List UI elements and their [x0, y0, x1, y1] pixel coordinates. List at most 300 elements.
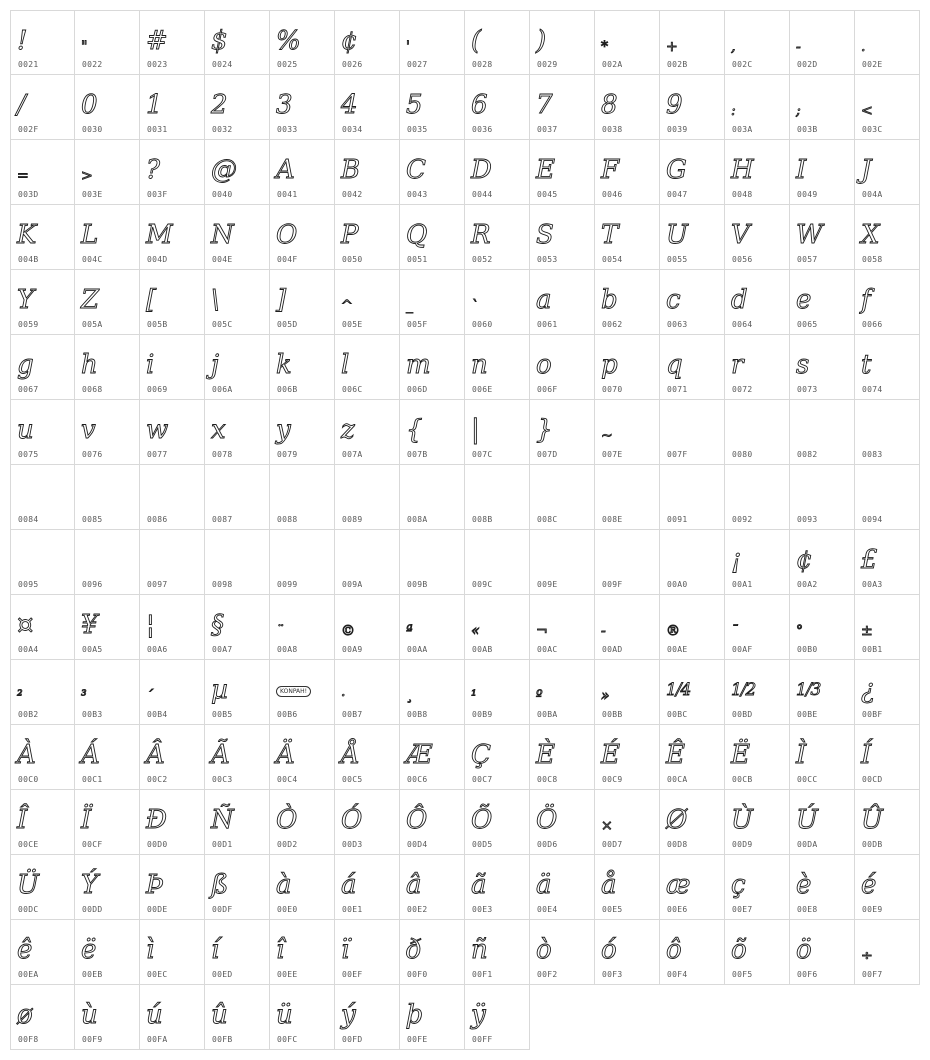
unicode-code-label: 00C6 [407, 775, 428, 784]
unicode-code-label: 008A [407, 515, 428, 524]
glyph-sample: 7 [536, 90, 553, 120]
glyph-sample: Q [406, 220, 428, 250]
glyph-cell [205, 205, 270, 270]
glyph-cell [855, 855, 920, 920]
glyph-sample: S [536, 220, 554, 250]
glyph-cell [660, 205, 725, 270]
glyph-cell [465, 335, 530, 400]
glyph-sample: Ú [796, 805, 818, 835]
glyph-cell [595, 920, 660, 985]
glyph-sample: ú [146, 1000, 163, 1030]
glyph-sample: o [536, 350, 552, 380]
glyph-sample: Ù [731, 805, 753, 835]
glyph-cell [465, 855, 530, 920]
glyph-sample: Ê [666, 740, 685, 770]
glyph-sample: â [406, 870, 422, 900]
glyph-sample: ² [17, 688, 23, 704]
unicode-code-label: 009C [472, 580, 493, 589]
glyph-cell [140, 10, 205, 75]
glyph-sample: B [341, 155, 361, 185]
glyph-cell [10, 140, 75, 205]
unicode-code-label: 00F8 [18, 1035, 39, 1044]
glyph-sample: ( [471, 26, 482, 56]
glyph-sample: d [731, 285, 748, 315]
glyph-sample: ± [861, 623, 873, 639]
glyph-sample: W [796, 220, 823, 250]
glyph-sample: § [211, 610, 224, 640]
glyph-sample: ã [471, 870, 487, 900]
glyph-cell [270, 530, 335, 595]
glyph-sample [471, 475, 523, 515]
glyph-cell [790, 660, 855, 725]
unicode-code-label: 00B0 [797, 645, 818, 654]
glyph-cell [335, 75, 400, 140]
glyph-sample [17, 540, 69, 580]
glyph-sample [861, 410, 913, 450]
unicode-code-label: 00FC [277, 1035, 298, 1044]
unicode-code-label: 0068 [82, 385, 103, 394]
glyph-cell [465, 660, 530, 725]
unicode-code-label: 00E4 [537, 905, 558, 914]
glyph-cell [855, 75, 920, 140]
unicode-code-label: 0034 [342, 125, 363, 134]
unicode-code-label: 00B4 [147, 710, 168, 719]
unicode-code-label: 0043 [407, 190, 428, 199]
glyph-cell [530, 920, 595, 985]
glyph-sample [341, 475, 393, 515]
glyph-sample [146, 475, 198, 515]
glyph-cell [595, 595, 660, 660]
glyph-sample: ^ [341, 298, 353, 314]
glyph-sample: 3 [276, 90, 293, 120]
glyph-cell [140, 270, 205, 335]
unicode-code-label: 006A [212, 385, 233, 394]
glyph-sample [211, 540, 263, 580]
unicode-code-label: 00CD [862, 775, 883, 784]
unicode-code-label: 00E1 [342, 905, 363, 914]
glyph-cell [75, 530, 140, 595]
unicode-code-label: 0092 [732, 515, 753, 524]
unicode-code-label: 00B2 [18, 710, 39, 719]
glyph-cell [465, 75, 530, 140]
glyph-cell [75, 400, 140, 465]
glyph-cell [205, 465, 270, 530]
glyph-sample: Ñ [211, 805, 234, 835]
glyph-sample [796, 475, 848, 515]
glyph-cell [725, 530, 790, 595]
glyph-cell [140, 205, 205, 270]
unicode-code-label: 0093 [797, 515, 818, 524]
glyph-sample: * [601, 39, 608, 55]
glyph-cell [270, 335, 335, 400]
glyph-sample [341, 540, 393, 580]
glyph-cell [725, 140, 790, 205]
unicode-code-label: 0027 [407, 60, 428, 69]
unicode-code-label: 0089 [342, 515, 363, 524]
unicode-code-label: 00CE [18, 840, 39, 849]
glyph-cell [660, 790, 725, 855]
unicode-code-label: 00AE [667, 645, 688, 654]
glyph-cell [660, 855, 725, 920]
glyph-cell [530, 205, 595, 270]
unicode-code-label: 0074 [862, 385, 883, 394]
glyph-sample: ª [406, 623, 413, 639]
unicode-code-label: 00E7 [732, 905, 753, 914]
unicode-code-label: 00D6 [537, 840, 558, 849]
glyph-cell [140, 660, 205, 725]
glyph-cell [205, 985, 270, 1050]
glyph-sample: R [471, 220, 491, 250]
glyph-cell [10, 205, 75, 270]
unicode-code-label: 0077 [147, 450, 168, 459]
unicode-code-label: 00F1 [472, 970, 493, 979]
glyph-sample: 8 [601, 90, 618, 120]
glyph-sample: ´ [146, 688, 153, 704]
glyph-cell [270, 725, 335, 790]
unicode-code-label: 0098 [212, 580, 233, 589]
glyph-cell [400, 335, 465, 400]
glyph-sample: V [731, 220, 750, 250]
glyph-cell [205, 75, 270, 140]
unicode-code-label: 0075 [18, 450, 39, 459]
glyph-sample [536, 475, 588, 515]
unicode-code-label: 007A [342, 450, 363, 459]
glyph-cell [530, 465, 595, 530]
glyph-sample: · [341, 688, 346, 704]
glyph-cell [465, 595, 530, 660]
glyph-cell [400, 725, 465, 790]
glyph-cell [465, 400, 530, 465]
glyph-cell [660, 920, 725, 985]
unicode-code-label: 00DA [797, 840, 818, 849]
glyph-cell [465, 985, 530, 1050]
glyph-sample: x [211, 415, 226, 445]
unicode-code-label: 00AF [732, 645, 753, 654]
unicode-code-label: 00C8 [537, 775, 558, 784]
unicode-code-label: 00C9 [602, 775, 623, 784]
glyph-sample: > [81, 168, 93, 184]
unicode-code-label: 0026 [342, 60, 363, 69]
unicode-code-label: 00E6 [667, 905, 688, 914]
glyph-sample: ù [81, 1000, 98, 1030]
glyph-sample: ó [601, 935, 617, 965]
unicode-code-label: 0095 [18, 580, 39, 589]
glyph-cell [725, 205, 790, 270]
glyph-cell [270, 270, 335, 335]
glyph-cell [725, 660, 790, 725]
unicode-code-label: 00D7 [602, 840, 623, 849]
glyph-sample: À [17, 740, 36, 770]
unicode-code-label: 007E [602, 450, 623, 459]
glyph-sample: È [536, 740, 555, 770]
glyph-cell [205, 400, 270, 465]
glyph-sample: Õ [471, 805, 493, 835]
glyph-cell [595, 465, 660, 530]
unicode-code-label: 0058 [862, 255, 883, 264]
unicode-code-label: 007F [667, 450, 688, 459]
glyph-sample: L [81, 220, 99, 250]
glyph-cell [725, 595, 790, 660]
glyph-cell [855, 465, 920, 530]
unicode-code-label: 0088 [277, 515, 298, 524]
glyph-cell [75, 335, 140, 400]
glyph-sample: b [601, 285, 618, 315]
unicode-code-label: 00AD [602, 645, 623, 654]
glyph-sample: Þ [146, 870, 164, 900]
glyph-cell [660, 595, 725, 660]
glyph-sample: ÿ [471, 1000, 486, 1030]
glyph-cell [660, 530, 725, 595]
glyph-sample: { [406, 415, 423, 445]
glyph-cell [270, 855, 335, 920]
glyph-sample: Ø [666, 805, 688, 835]
glyph-cell [10, 725, 75, 790]
unicode-code-label: 006C [342, 385, 363, 394]
glyph-cell [400, 465, 465, 530]
unicode-code-label: 007C [472, 450, 493, 459]
glyph-sample: f [861, 285, 871, 315]
unicode-code-label: 00D9 [732, 840, 753, 849]
glyph-sample: Á [81, 740, 100, 770]
glyph-sample [601, 475, 653, 515]
glyph-cell [400, 75, 465, 140]
unicode-code-label: 002E [862, 60, 883, 69]
unicode-code-label: 00BD [732, 710, 753, 719]
unicode-code-label: 00C3 [212, 775, 233, 784]
glyph-cell [660, 725, 725, 790]
glyph-sample: å [601, 870, 617, 900]
glyph-cell [855, 270, 920, 335]
unicode-code-label: 008C [537, 515, 558, 524]
glyph-sample: ü [276, 1000, 293, 1030]
unicode-code-label: 0076 [82, 450, 103, 459]
unicode-code-label: 00B8 [407, 710, 428, 719]
glyph-sample [211, 475, 263, 515]
unicode-code-label: 00E9 [862, 905, 883, 914]
unicode-code-label: 00F9 [82, 1035, 103, 1044]
glyph-cell [270, 75, 335, 140]
glyph-sample: £ [861, 545, 878, 575]
glyph-cell [790, 465, 855, 530]
glyph-cell [400, 270, 465, 335]
glyph-sample: 1/4 [666, 680, 691, 700]
glyph-cell [140, 920, 205, 985]
glyph-cell [205, 530, 270, 595]
glyph-sample: ß [211, 870, 229, 900]
glyph-sample: Ç [471, 740, 491, 770]
glyph-cell [465, 530, 530, 595]
unicode-code-label: 00EB [82, 970, 103, 979]
unicode-code-label: 00FA [147, 1035, 168, 1044]
glyph-sample: Ò [276, 805, 298, 835]
glyph-cell [660, 10, 725, 75]
unicode-code-label: 0083 [862, 450, 883, 459]
glyph-sample: µ [211, 675, 228, 705]
glyph-cell [660, 465, 725, 530]
glyph-cell [530, 595, 595, 660]
unicode-code-label: 00F2 [537, 970, 558, 979]
glyph-cell [725, 270, 790, 335]
glyph-cell [855, 335, 920, 400]
glyph-sample: Ì [796, 740, 807, 770]
glyph-sample: ¹ [471, 688, 477, 704]
glyph-sample: ¢ [341, 26, 358, 56]
unicode-code-label: 004A [862, 190, 883, 199]
glyph-cell [75, 725, 140, 790]
unicode-code-label: 00E2 [407, 905, 428, 914]
glyph-cell [855, 725, 920, 790]
unicode-code-label: 0066 [862, 320, 883, 329]
glyph-cell [790, 140, 855, 205]
glyph-sample: ? [146, 155, 160, 185]
unicode-code-label: 00B1 [862, 645, 883, 654]
glyph-cell [270, 790, 335, 855]
glyph-cell [140, 75, 205, 140]
unicode-code-label: 005E [342, 320, 363, 329]
glyph-sample: z [341, 415, 355, 445]
glyph-sample: ® [666, 623, 680, 639]
unicode-code-label: 003E [82, 190, 103, 199]
unicode-code-label: 003C [862, 125, 883, 134]
unicode-code-label: 0084 [18, 515, 39, 524]
unicode-code-label: 007B [407, 450, 428, 459]
glyph-cell [400, 205, 465, 270]
glyph-cell [465, 725, 530, 790]
unicode-code-label: 00EF [342, 970, 363, 979]
unicode-code-label: 009F [602, 580, 623, 589]
unicode-code-label: 00B9 [472, 710, 493, 719]
unicode-code-label: 00E3 [472, 905, 493, 914]
glyph-cell [270, 920, 335, 985]
glyph-cell [205, 790, 270, 855]
glyph-cell [855, 595, 920, 660]
glyph-sample [81, 540, 133, 580]
unicode-code-label: 002A [602, 60, 623, 69]
glyph-sample: # [146, 26, 168, 56]
unicode-code-label: 0041 [277, 190, 298, 199]
unicode-code-label: 00D5 [472, 840, 493, 849]
glyph-sample [666, 475, 718, 515]
glyph-sample: Ó [341, 805, 363, 835]
unicode-code-label: 00D8 [667, 840, 688, 849]
glyph-sample: æ [666, 870, 691, 900]
unicode-code-label: 00F5 [732, 970, 753, 979]
unicode-code-label: 0091 [667, 515, 688, 524]
glyph-sample: ë [81, 935, 97, 965]
unicode-code-label: 005C [212, 320, 233, 329]
unicode-code-label: 006D [407, 385, 428, 394]
unicode-code-label: 0030 [82, 125, 103, 134]
unicode-code-label: 0033 [277, 125, 298, 134]
glyph-cell [10, 75, 75, 140]
glyph-cell [855, 530, 920, 595]
glyph-cell [855, 10, 920, 75]
glyph-sample: ¯ [731, 623, 738, 639]
glyph-sample: _ [406, 298, 413, 314]
glyph-sample: t [861, 350, 872, 380]
unicode-code-label: 00AB [472, 645, 493, 654]
glyph-sample: Z [81, 285, 100, 315]
glyph-cell [595, 660, 660, 725]
glyph-sample: ] [276, 285, 287, 315]
glyph-cell [725, 855, 790, 920]
glyph-sample: w [146, 415, 169, 445]
unicode-code-label: 0061 [537, 320, 558, 329]
glyph-sample [666, 410, 718, 450]
glyph-cell [75, 140, 140, 205]
glyph-cell [400, 140, 465, 205]
glyph-cell [465, 140, 530, 205]
unicode-code-label: 00BA [537, 710, 558, 719]
unicode-code-label: 0062 [602, 320, 623, 329]
glyph-sample [731, 475, 783, 515]
pilcrow-badge-sample: KONPAH! [276, 686, 311, 697]
unicode-code-label: 0054 [602, 255, 623, 264]
unicode-code-label: 00DF [212, 905, 233, 914]
unicode-code-label: 00FF [472, 1035, 493, 1044]
glyph-sample: - [796, 39, 801, 55]
unicode-code-label: 00E5 [602, 905, 623, 914]
glyph-cell [790, 75, 855, 140]
glyph-cell [400, 10, 465, 75]
unicode-code-label: 00D1 [212, 840, 233, 849]
glyph-sample: / [17, 90, 26, 120]
glyph-cell [75, 790, 140, 855]
glyph-cell [595, 205, 660, 270]
glyph-sample: Î [17, 805, 28, 835]
unicode-code-label: 00A3 [862, 580, 883, 589]
glyph-sample: : [731, 103, 736, 119]
glyph-sample: ê [17, 935, 33, 965]
glyph-sample: ` [471, 298, 478, 314]
unicode-code-label: 006F [537, 385, 558, 394]
glyph-cell [530, 855, 595, 920]
glyph-sample [276, 475, 328, 515]
glyph-cell [725, 920, 790, 985]
unicode-code-label: 003D [18, 190, 39, 199]
unicode-code-label: 002D [797, 60, 818, 69]
unicode-code-label: 0065 [797, 320, 818, 329]
unicode-code-label: 0082 [797, 450, 818, 459]
unicode-code-label: 004E [212, 255, 233, 264]
unicode-code-label: 0099 [277, 580, 298, 589]
glyph-sample [146, 540, 198, 580]
glyph-cell [725, 10, 790, 75]
glyph-cell [205, 855, 270, 920]
glyph-sample: Ô [406, 805, 428, 835]
glyph-cell [595, 75, 660, 140]
glyph-sample: " [81, 39, 88, 55]
glyph-sample: 2 [211, 90, 228, 120]
unicode-code-label: 00DD [82, 905, 103, 914]
glyph-cell [855, 400, 920, 465]
glyph-cell [595, 335, 660, 400]
unicode-code-label: 0049 [797, 190, 818, 199]
unicode-code-label: 004D [147, 255, 168, 264]
glyph-sample: ò [536, 935, 552, 965]
glyph-sample: ¿ [861, 675, 875, 705]
glyph-cell [465, 270, 530, 335]
glyph-cell [595, 270, 660, 335]
unicode-code-label: 0055 [667, 255, 688, 264]
glyph-sample: n [471, 350, 488, 380]
unicode-code-label: 00A6 [147, 645, 168, 654]
glyph-cell [205, 920, 270, 985]
glyph-cell [205, 10, 270, 75]
glyph-sample: } [536, 415, 553, 445]
unicode-code-label: 00F6 [797, 970, 818, 979]
glyph-cell [595, 790, 660, 855]
